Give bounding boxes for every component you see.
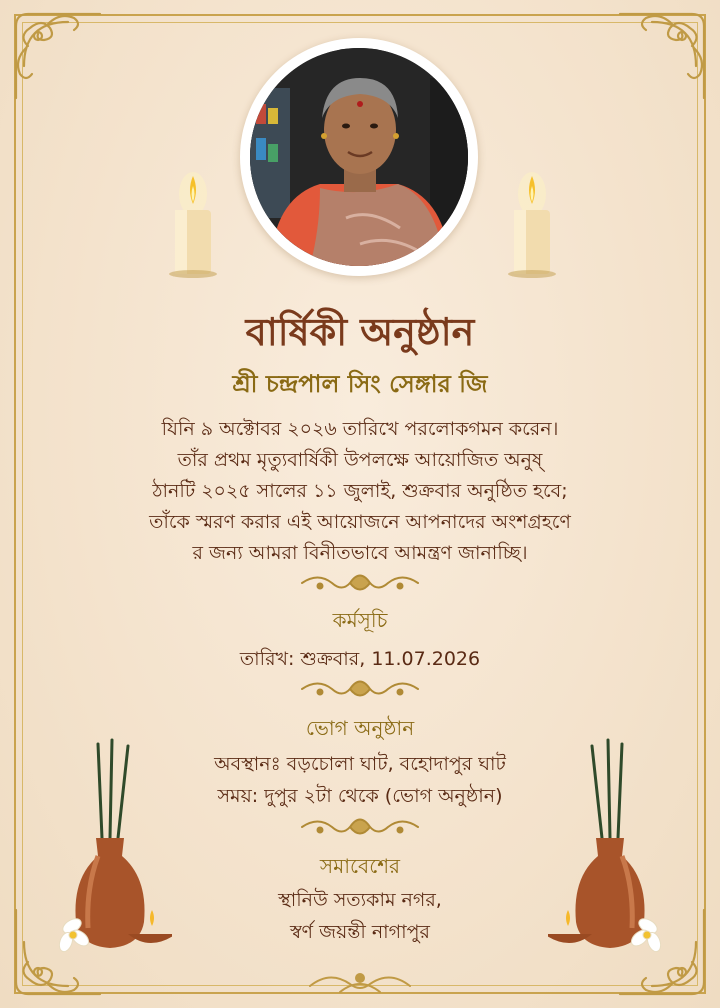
gathering-venue-line1: স্থানিউ সত্যকাম নগর,	[278, 889, 442, 911]
candle-icon	[163, 160, 223, 280]
corner-ornament-icon	[8, 6, 108, 106]
gathering-heading: সমাবেশের	[319, 854, 401, 878]
schedule-date: তারিখ: শুক্রবার, 11.07.2026	[239, 648, 481, 670]
portrait-photo	[250, 48, 468, 266]
message-line: ঠানটি ২০২৫ সালের ১১ জুলাই, শুক্রবার অনুষ্ঠিত হবে;	[152, 480, 568, 502]
schedule-heading: কর্মসূচি	[332, 608, 388, 632]
ornamental-divider-icon	[298, 674, 422, 704]
bhog-heading: ভোগ অনুষ্ঠান	[305, 716, 415, 740]
message-line: তাঁকে স্মরণ করার এই আয়োজনে আপনাদের অংশগ্রহণে	[149, 511, 571, 533]
incense-vase-icon	[52, 738, 172, 968]
incense-vase-icon	[548, 738, 668, 968]
ornamental-divider-icon	[298, 812, 422, 842]
message-line: যিনি ৯ অক্টোবর ২০২৬ তারিখে পরলোকগমন করেন।	[161, 418, 559, 440]
bhog-location: অবস্থানঃ বড়চোলা ঘাট, বহোদাপুর ঘাট	[214, 753, 506, 775]
bhog-time: সময়: দুপুর ২টা থেকে (ভোগ অনুষ্ঠান)	[217, 785, 503, 807]
card-title: বার্ষিকী অনুষ্ঠান	[245, 310, 475, 354]
message-line: তাঁর প্রথম মৃত্যুবার্ষিকী উপলক্ষে আয়োজিত অনুষ্	[177, 449, 543, 471]
corner-ornament-icon	[612, 6, 712, 106]
honoree-name: শ্রী চন্দ্রপাল সিং সেঙ্গার জি	[232, 370, 488, 398]
ornamental-divider-icon	[298, 568, 422, 598]
message-line: র জন্য আমরা বিনীতভাবে আমন্ত্রণ জানাচ্ছি।	[192, 542, 528, 564]
gathering-venue-line2: স্বর্ণ জয়ন্তী নাগাপুর	[289, 921, 430, 943]
portrait-frame	[240, 38, 478, 276]
candle-icon	[502, 160, 562, 280]
bottom-flourish-icon	[300, 962, 420, 1002]
invitation-message	[90, 414, 630, 569]
